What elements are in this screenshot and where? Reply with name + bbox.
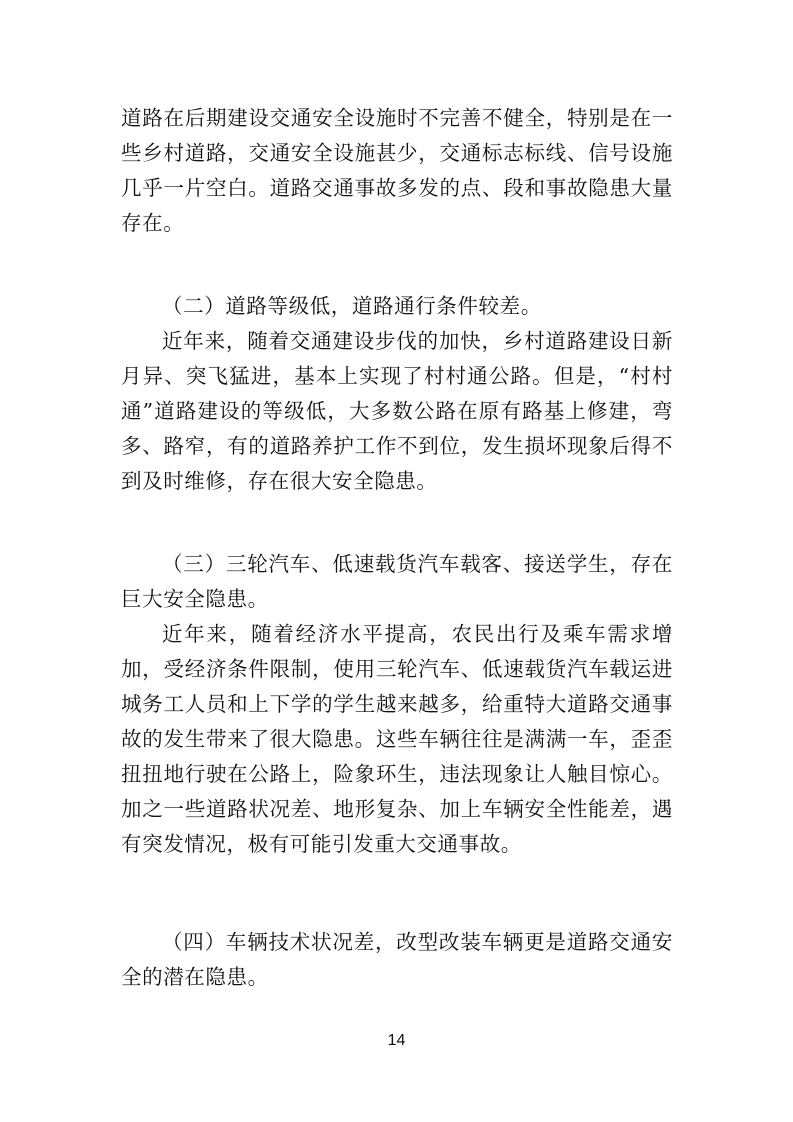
paragraph-section-2: 近年来，随着交通建设步伐的加快，乡村道路建设日新月异、突飞猛进，基本上实现了村村通公路。但是，“村村通”道路建设的等级低，大多数公路在原有路基上修建，弯多、路窄，有的道路养护工作不到位，发生损坏现象后得不到及时维修，存在很大安全隐患。 xyxy=(121,329,673,493)
section-heading-3: （三）三轮汽车、低速载货汽车载客、接送学生，存在巨大安全隐患。 xyxy=(121,552,673,611)
page-number: 14 xyxy=(387,1032,406,1049)
section-heading-2: （二）道路等级低，道路通行条件较差。 xyxy=(162,294,542,318)
paragraph-intro: 道路在后期建设交通安全设施时不完善不健全，特别是在一些乡村道路，交通安全设施甚少，交通标志标线、信号设施几乎一片空白。道路交通事故多发的点、段和事故隐患大量存在。 xyxy=(121,106,673,235)
section-heading-4: （四）车辆技术状况差，改型改装车辆更是道路交通安全的潜在隐患。 xyxy=(121,930,673,989)
paragraph-section-3: 近年来，随着经济水平提高，农民出行及乘车需求增加，受经济条件限制，使用三轮汽车、低速载货汽车载运进城务工人员和上下学的学生越来越多，给重特大道路交通事故的发生带来了很大隐患。这些车辆往往是满满一车，歪歪扭扭地行驶在公路上，险象环生，违法现象让人触目惊心。加之一些道路状况差、地形复杂、加上车辆安全性能差，遇有突发情况，极有可能引发重大交通事故。 xyxy=(121,622,673,856)
